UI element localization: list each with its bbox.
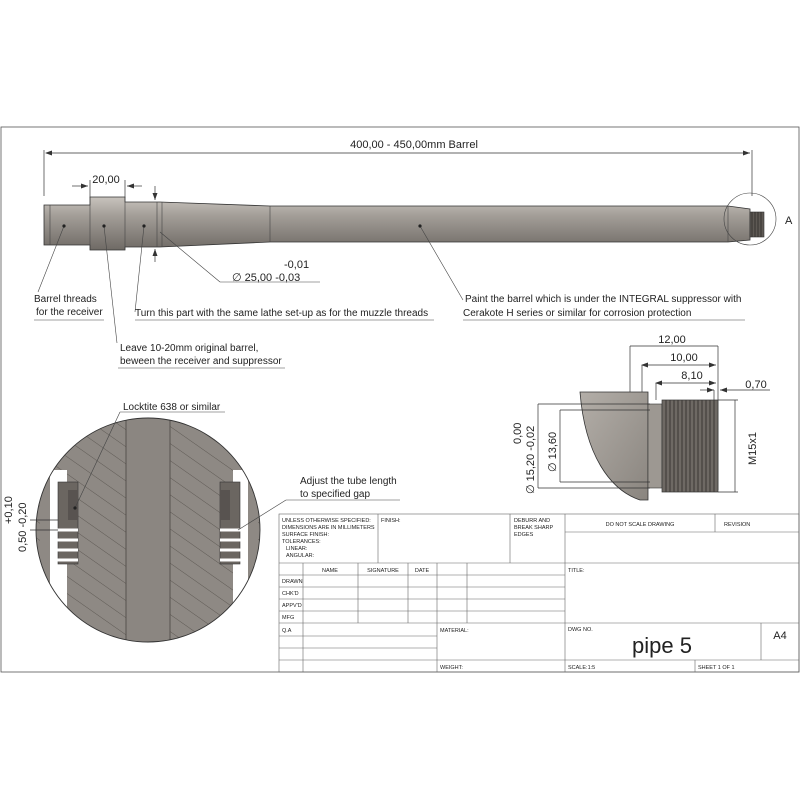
dim-dia-1520: ∅ 15,20 -0,02 bbox=[525, 425, 537, 494]
tb-sheet: SHEET 1 OF 1 bbox=[698, 665, 735, 671]
tb-row-qa: Q.A bbox=[282, 628, 292, 634]
dia-tol-lower: ∅ 25,00 -0,03 bbox=[232, 272, 301, 284]
tb-scale: SCALE:1:5 bbox=[568, 665, 596, 671]
note-barrel-threads-1: Barrel threads bbox=[34, 294, 97, 305]
dim-810: 8,10 bbox=[681, 370, 703, 382]
gap-tol-upper: +0,10 bbox=[3, 496, 15, 524]
muzzle-thread bbox=[750, 212, 764, 237]
barrel-body bbox=[44, 197, 750, 250]
dim-070: 0,70 bbox=[745, 379, 767, 391]
tb-row-appvd: APPV'D bbox=[282, 603, 302, 609]
tb-finish: FINISH: bbox=[381, 518, 401, 524]
tb-weight: WEIGHT: bbox=[440, 665, 463, 671]
tb-general-1: UNLESS OTHERWISE SPECIFIED: bbox=[282, 518, 371, 524]
note-leave-1: Leave 10-20mm original barrel, bbox=[120, 343, 259, 354]
barrel-length-dim: 400,00 - 450,00mm Barrel bbox=[350, 139, 478, 151]
tb-deburr-3: EDGES bbox=[514, 532, 534, 538]
tb-col-name: NAME bbox=[322, 568, 338, 574]
note-barrel-threads-2: for the receiver bbox=[36, 307, 103, 318]
title-block bbox=[279, 514, 799, 672]
tb-general-4: TOLERANCES: bbox=[282, 539, 321, 545]
note-paint-2: Cerakote H series or similar for corrosion protection bbox=[463, 308, 692, 319]
tb-dwg-no-label: DWG NO. bbox=[568, 627, 593, 633]
tb-material: MATERIAL: bbox=[440, 628, 469, 634]
dia-tol-upper: -0,01 bbox=[284, 259, 310, 271]
tb-size: A4 bbox=[773, 630, 787, 642]
note-turn-part: Turn this part with the same lathe set-up as for the muzzle threads bbox=[135, 308, 429, 319]
detail-label: A bbox=[785, 215, 793, 227]
dim-12: 12,00 bbox=[658, 334, 686, 346]
step-length-dim: 20,00 bbox=[92, 174, 120, 186]
note-leave-2: beween the receiver and suppressor bbox=[120, 356, 282, 367]
note-adjust-1: Adjust the tube length bbox=[300, 476, 397, 487]
note-adjust-2: to specified gap bbox=[300, 489, 371, 500]
tb-col-date: DATE bbox=[414, 568, 430, 574]
tb-general-3: SURFACE FINISH: bbox=[282, 532, 330, 538]
tb-general-2: DIMENSIONS ARE IN MILLIMETERS bbox=[282, 525, 375, 531]
tb-general-5: LINEAR: bbox=[286, 546, 308, 552]
tb-general-6: ANGULAR: bbox=[286, 553, 315, 559]
dim-dia-1520-tol: 0,00 bbox=[512, 422, 524, 444]
tb-row-drawn: DRAWN bbox=[282, 579, 303, 585]
tb-no-scale: DO NOT SCALE DRAWING bbox=[605, 522, 675, 528]
tb-title: TITLE: bbox=[568, 568, 585, 574]
note-paint-1: Paint the barrel which is under the INTEGRAL suppressor with bbox=[465, 294, 742, 305]
dim-10: 10,00 bbox=[670, 352, 698, 364]
tb-row-mfg: MFG bbox=[282, 615, 295, 621]
dim-thread: M15x1 bbox=[747, 431, 759, 465]
tb-col-signature: SIGNATURE bbox=[367, 568, 399, 574]
tb-revision: REVISION bbox=[724, 522, 751, 528]
note-locktite: Locktite 638 or similar bbox=[123, 402, 221, 413]
tb-deburr-2: BREAK SHARP bbox=[514, 525, 554, 531]
tb-row-chkd: CHK'D bbox=[282, 591, 299, 597]
dim-dia-1360: ∅ 13,60 bbox=[547, 431, 559, 472]
tb-deburr-1: DEBURR AND bbox=[514, 518, 551, 524]
muzzle-detail-view bbox=[512, 334, 770, 500]
gap-tol-lower: 0,50 -0,20 bbox=[17, 502, 29, 552]
tb-dwg-no: pipe 5 bbox=[632, 633, 692, 658]
